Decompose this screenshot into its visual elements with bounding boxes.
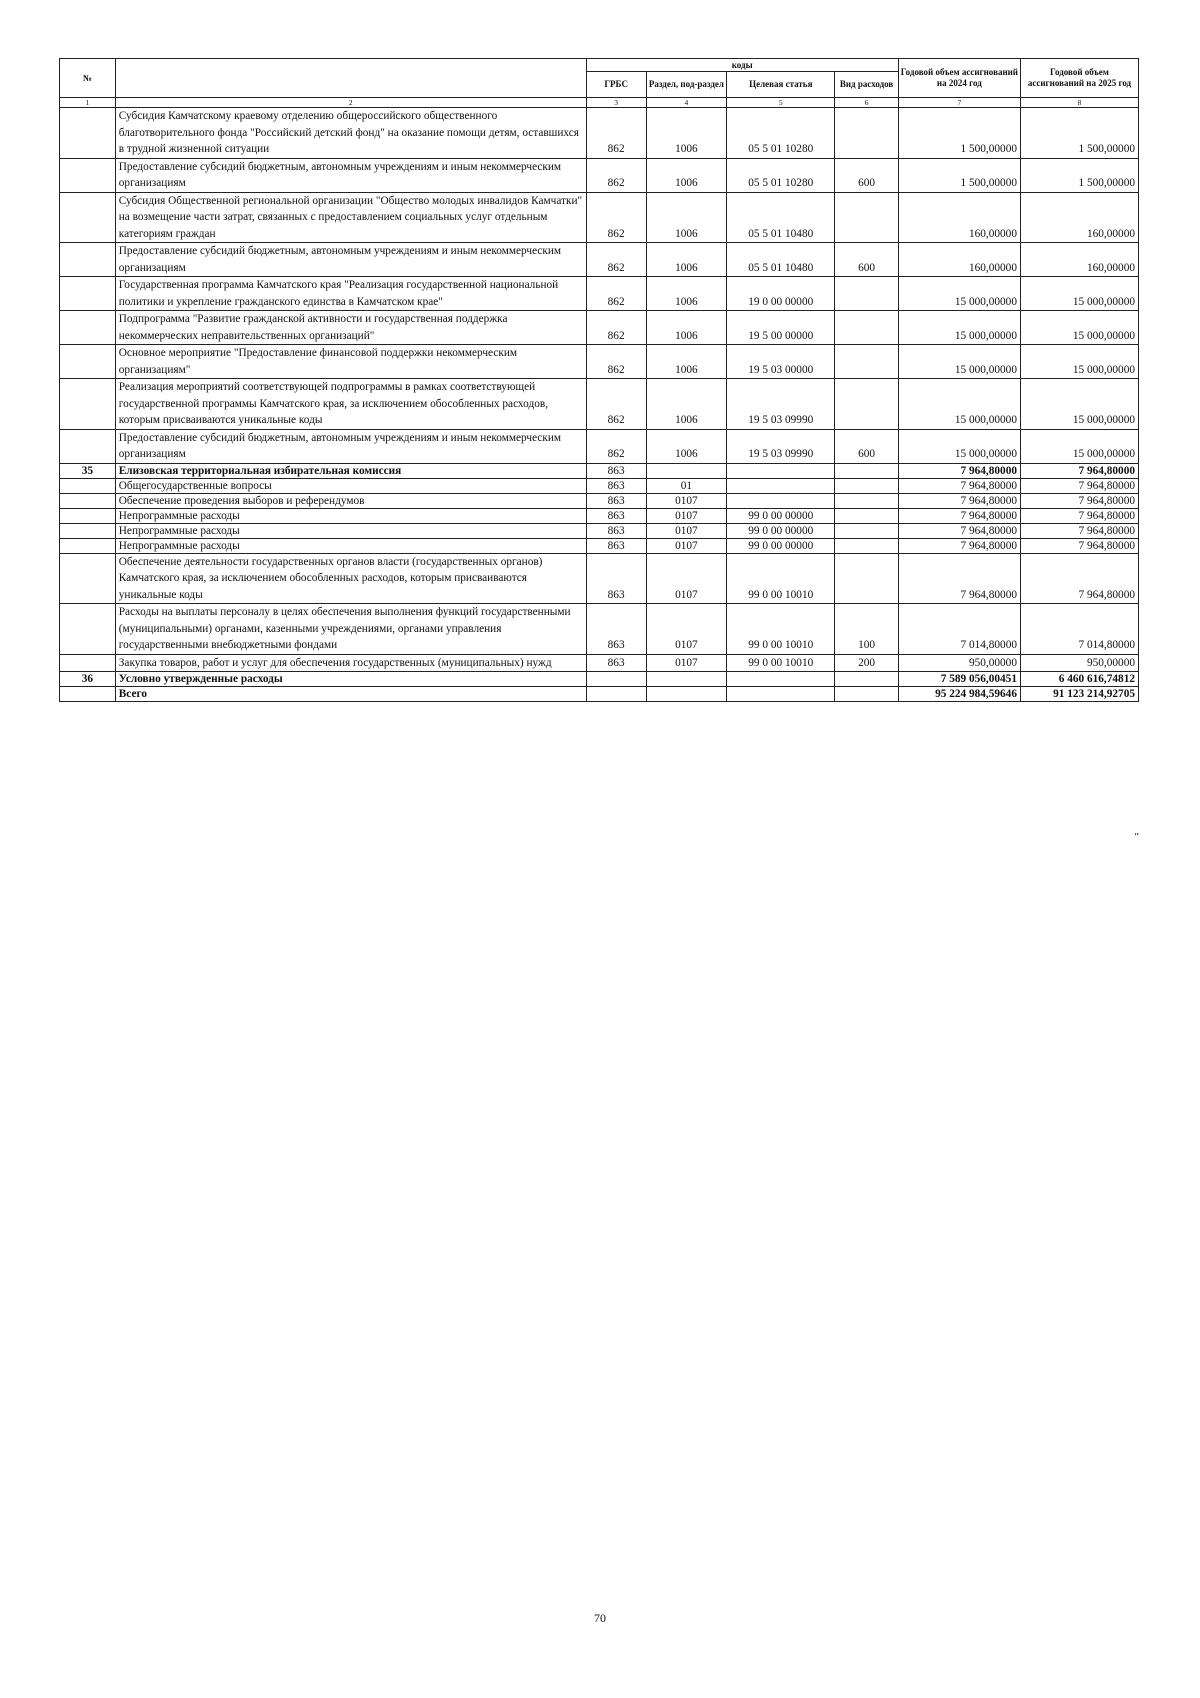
row-amount-2024: 1 500,00000 bbox=[898, 108, 1020, 159]
row-amount-2024: 7 964,80000 bbox=[898, 508, 1020, 523]
row-number bbox=[60, 158, 116, 192]
row-number bbox=[60, 277, 116, 311]
row-amount-2025: 7 014,80000 bbox=[1020, 604, 1138, 655]
row-amount-2024: 15 000,00000 bbox=[898, 379, 1020, 430]
row-razdel: 0107 bbox=[646, 523, 726, 538]
header-no: № bbox=[60, 59, 116, 98]
row-grbs: 862 bbox=[586, 277, 646, 311]
row-number bbox=[60, 508, 116, 523]
row-amount-2025: 15 000,00000 bbox=[1020, 379, 1138, 430]
row-amount-2024: 7 964,80000 bbox=[898, 478, 1020, 493]
row-amount-2025: 7 964,80000 bbox=[1020, 538, 1138, 553]
row-name: Субсидия Камчатскому краевому отделению общероссийского общественного благотворительного фонда "Российский детский фонд" на оказание помощи детям, оставшихся в трудной жизненной ситуации bbox=[115, 108, 586, 159]
column-number: 4 bbox=[646, 98, 726, 108]
row-celevaya: 05 5 01 10280 bbox=[727, 108, 835, 159]
row-vid bbox=[835, 478, 898, 493]
row-name: Расходы на выплаты персоналу в целях обеспечения выполнения функций государственными (муниципальными) органами, казенными учреждениями, органами управления государственными внебюджетными фондами bbox=[115, 604, 586, 655]
table-row bbox=[60, 493, 1139, 508]
header-vid: Вид расходов bbox=[835, 72, 898, 98]
row-name: Обеспечение проведения выборов и референдумов bbox=[115, 493, 586, 508]
row-grbs: 863 bbox=[586, 523, 646, 538]
row-number bbox=[60, 379, 116, 430]
row-amount-2025: 1 500,00000 bbox=[1020, 158, 1138, 192]
row-number: 35 bbox=[60, 463, 116, 478]
row-amount-2024: 15 000,00000 bbox=[898, 311, 1020, 345]
row-vid: 100 bbox=[835, 604, 898, 655]
table-row bbox=[60, 478, 1139, 493]
table-row bbox=[60, 538, 1139, 553]
row-vid bbox=[835, 553, 898, 604]
header-grbs: ГРБС bbox=[586, 72, 646, 98]
row-amount-2024: 15 000,00000 bbox=[898, 345, 1020, 379]
row-number bbox=[60, 604, 116, 655]
end-mark: " bbox=[1134, 831, 1139, 843]
row-celevaya: 99 0 00 00000 bbox=[727, 538, 835, 553]
table-row bbox=[60, 553, 1139, 604]
row-grbs: 863 bbox=[586, 553, 646, 604]
row-celevaya: 19 5 03 09990 bbox=[727, 379, 835, 430]
row-razdel: 1006 bbox=[646, 158, 726, 192]
table-row bbox=[60, 379, 1139, 430]
row-celevaya bbox=[727, 672, 835, 687]
table-row bbox=[60, 654, 1139, 672]
table-row bbox=[60, 687, 1139, 702]
row-number bbox=[60, 429, 116, 463]
row-vid bbox=[835, 538, 898, 553]
row-grbs: 863 bbox=[586, 654, 646, 672]
row-vid: 600 bbox=[835, 429, 898, 463]
row-vid: 600 bbox=[835, 243, 898, 277]
row-number bbox=[60, 493, 116, 508]
row-amount-2024: 7 014,80000 bbox=[898, 604, 1020, 655]
row-grbs: 862 bbox=[586, 345, 646, 379]
row-razdel bbox=[646, 672, 726, 687]
row-amount-2025: 7 964,80000 bbox=[1020, 523, 1138, 538]
row-celevaya bbox=[727, 463, 835, 478]
row-vid bbox=[835, 687, 898, 702]
row-grbs: 863 bbox=[586, 463, 646, 478]
table-row bbox=[60, 604, 1139, 655]
column-number: 3 bbox=[586, 98, 646, 108]
row-grbs: 862 bbox=[586, 158, 646, 192]
row-name: Непрограммные расходы bbox=[115, 523, 586, 538]
row-vid bbox=[835, 311, 898, 345]
column-number: 6 bbox=[835, 98, 898, 108]
row-razdel: 0107 bbox=[646, 604, 726, 655]
row-number bbox=[60, 478, 116, 493]
row-razdel: 1006 bbox=[646, 345, 726, 379]
row-amount-2025: 15 000,00000 bbox=[1020, 277, 1138, 311]
row-vid bbox=[835, 672, 898, 687]
row-grbs: 862 bbox=[586, 311, 646, 345]
row-name: Субсидия Общественной региональной организации "Общество молодых инвалидов Камчатки" на возмещение части затрат, связанных с предоставлением социальных услуг отдельным категориям граждан bbox=[115, 192, 586, 243]
row-number bbox=[60, 345, 116, 379]
row-celevaya: 05 5 01 10480 bbox=[727, 192, 835, 243]
row-razdel bbox=[646, 463, 726, 478]
row-amount-2024: 7 964,80000 bbox=[898, 538, 1020, 553]
table-header bbox=[60, 59, 1139, 108]
row-vid bbox=[835, 508, 898, 523]
row-name: Елизовская территориальная избирательная комиссия bbox=[115, 463, 586, 478]
row-razdel: 1006 bbox=[646, 277, 726, 311]
row-celevaya: 19 5 03 00000 bbox=[727, 345, 835, 379]
column-number-row bbox=[60, 98, 1139, 108]
row-number bbox=[60, 192, 116, 243]
row-celevaya bbox=[727, 687, 835, 702]
row-name: Непрограммные расходы bbox=[115, 538, 586, 553]
column-number: 2 bbox=[115, 98, 586, 108]
row-razdel: 0107 bbox=[646, 654, 726, 672]
row-amount-2024: 15 000,00000 bbox=[898, 429, 1020, 463]
row-amount-2024: 7 964,80000 bbox=[898, 493, 1020, 508]
row-grbs: 862 bbox=[586, 379, 646, 430]
row-number bbox=[60, 538, 116, 553]
row-amount-2025: 6 460 616,74812 bbox=[1020, 672, 1138, 687]
row-amount-2025: 15 000,00000 bbox=[1020, 429, 1138, 463]
row-grbs: 863 bbox=[586, 493, 646, 508]
row-celevaya: 05 5 01 10480 bbox=[727, 243, 835, 277]
row-amount-2025: 1 500,00000 bbox=[1020, 108, 1138, 159]
row-celevaya: 19 0 00 00000 bbox=[727, 277, 835, 311]
budget-table bbox=[59, 58, 1139, 702]
table-row bbox=[60, 345, 1139, 379]
row-amount-2025: 160,00000 bbox=[1020, 192, 1138, 243]
row-grbs: 863 bbox=[586, 538, 646, 553]
table-row bbox=[60, 523, 1139, 538]
row-razdel bbox=[646, 687, 726, 702]
row-amount-2024: 160,00000 bbox=[898, 243, 1020, 277]
table-row bbox=[60, 277, 1139, 311]
row-name: Общегосударственные вопросы bbox=[115, 478, 586, 493]
row-vid bbox=[835, 523, 898, 538]
row-grbs: 862 bbox=[586, 192, 646, 243]
row-celevaya bbox=[727, 493, 835, 508]
table-row bbox=[60, 429, 1139, 463]
row-razdel: 0107 bbox=[646, 553, 726, 604]
row-number bbox=[60, 243, 116, 277]
row-grbs: 862 bbox=[586, 243, 646, 277]
row-amount-2024: 15 000,00000 bbox=[898, 277, 1020, 311]
header-codes: коды bbox=[586, 59, 898, 72]
row-amount-2025: 160,00000 bbox=[1020, 243, 1138, 277]
row-amount-2024: 95 224 984,59646 bbox=[898, 687, 1020, 702]
row-razdel: 1006 bbox=[646, 379, 726, 430]
row-razdel: 1006 bbox=[646, 429, 726, 463]
row-name: Государственная программа Камчатского края "Реализация государственной национальной политики и укрепление гражданского единства в Камчатском крае" bbox=[115, 277, 586, 311]
table-row bbox=[60, 672, 1139, 687]
header-2025: Годовой объем ассигнований на 2025 год bbox=[1020, 59, 1138, 98]
row-vid bbox=[835, 379, 898, 430]
row-vid: 600 bbox=[835, 158, 898, 192]
row-number bbox=[60, 687, 116, 702]
row-celevaya: 99 0 00 10010 bbox=[727, 604, 835, 655]
row-amount-2025: 15 000,00000 bbox=[1020, 345, 1138, 379]
row-celevaya: 99 0 00 00000 bbox=[727, 508, 835, 523]
row-grbs: 862 bbox=[586, 108, 646, 159]
row-name: Предоставление субсидий бюджетным, автономным учреждениям и иным некоммерческим организациям bbox=[115, 429, 586, 463]
row-amount-2025: 7 964,80000 bbox=[1020, 478, 1138, 493]
page-number: 70 bbox=[594, 1611, 606, 1625]
row-number bbox=[60, 523, 116, 538]
row-amount-2024: 7 964,80000 bbox=[898, 523, 1020, 538]
row-razdel: 0107 bbox=[646, 538, 726, 553]
row-grbs bbox=[586, 672, 646, 687]
row-name: Предоставление субсидий бюджетным, автономным учреждениям и иным некоммерческим организациям bbox=[115, 243, 586, 277]
row-number bbox=[60, 654, 116, 672]
row-amount-2025: 7 964,80000 bbox=[1020, 463, 1138, 478]
budget-sheet bbox=[59, 58, 1139, 843]
header-celevaya: Целевая статья bbox=[727, 72, 835, 98]
header-razdel: Раздел, под-раздел bbox=[646, 72, 726, 98]
table-row bbox=[60, 108, 1139, 159]
row-amount-2025: 91 123 214,92705 bbox=[1020, 687, 1138, 702]
row-amount-2024: 7 964,80000 bbox=[898, 553, 1020, 604]
row-number bbox=[60, 108, 116, 159]
row-vid bbox=[835, 345, 898, 379]
row-name: Подпрограмма "Развитие гражданской активности и государственная поддержка некоммерческих неправительственных организаций" bbox=[115, 311, 586, 345]
row-number: 36 bbox=[60, 672, 116, 687]
row-amount-2025: 15 000,00000 bbox=[1020, 311, 1138, 345]
table-row bbox=[60, 243, 1139, 277]
column-number: 1 bbox=[60, 98, 116, 108]
row-razdel: 01 bbox=[646, 478, 726, 493]
row-amount-2025: 7 964,80000 bbox=[1020, 553, 1138, 604]
table-row bbox=[60, 158, 1139, 192]
row-celevaya: 19 5 03 09990 bbox=[727, 429, 835, 463]
row-name: Закупка товаров, работ и услуг для обеспечения государственных (муниципальных) нужд bbox=[115, 654, 586, 672]
row-celevaya: 99 0 00 10010 bbox=[727, 654, 835, 672]
row-razdel: 1006 bbox=[646, 192, 726, 243]
row-grbs: 863 bbox=[586, 478, 646, 493]
row-name: Условно утвержденные расходы bbox=[115, 672, 586, 687]
row-vid bbox=[835, 277, 898, 311]
row-celevaya bbox=[727, 478, 835, 493]
row-amount-2024: 950,00000 bbox=[898, 654, 1020, 672]
row-razdel: 0107 bbox=[646, 508, 726, 523]
row-amount-2024: 1 500,00000 bbox=[898, 158, 1020, 192]
header-2024: Годовой объем ассигнований на 2024 год bbox=[898, 59, 1020, 98]
table-row bbox=[60, 192, 1139, 243]
row-amount-2025: 7 964,80000 bbox=[1020, 493, 1138, 508]
row-vid bbox=[835, 108, 898, 159]
row-name: Основное мероприятие "Предоставление финансовой поддержки некоммерческим организациям" bbox=[115, 345, 586, 379]
row-razdel: 1006 bbox=[646, 311, 726, 345]
row-razdel: 0107 bbox=[646, 493, 726, 508]
row-celevaya: 99 0 00 10010 bbox=[727, 553, 835, 604]
row-celevaya: 99 0 00 00000 bbox=[727, 523, 835, 538]
row-name: Всего bbox=[115, 687, 586, 702]
column-number: 5 bbox=[727, 98, 835, 108]
row-vid bbox=[835, 192, 898, 243]
row-number bbox=[60, 311, 116, 345]
column-number: 8 bbox=[1020, 98, 1138, 108]
row-vid bbox=[835, 463, 898, 478]
row-razdel: 1006 bbox=[646, 108, 726, 159]
row-vid bbox=[835, 493, 898, 508]
row-name: Предоставление субсидий бюджетным, автономным учреждениям и иным некоммерческим организациям bbox=[115, 158, 586, 192]
row-name: Обеспечение деятельности государственных органов власти (государственных органов) Камчатского края, за исключением обособленных расходов, которым присваиваются уникальные коды bbox=[115, 553, 586, 604]
row-grbs: 863 bbox=[586, 604, 646, 655]
row-amount-2024: 7 589 056,00451 bbox=[898, 672, 1020, 687]
row-grbs bbox=[586, 687, 646, 702]
table-row bbox=[60, 508, 1139, 523]
header-name bbox=[115, 59, 586, 98]
row-celevaya: 19 5 00 00000 bbox=[727, 311, 835, 345]
table-body bbox=[60, 108, 1139, 702]
row-amount-2025: 7 964,80000 bbox=[1020, 508, 1138, 523]
table-row bbox=[60, 463, 1139, 478]
table-row bbox=[60, 311, 1139, 345]
row-number bbox=[60, 553, 116, 604]
row-amount-2025: 950,00000 bbox=[1020, 654, 1138, 672]
row-celevaya: 05 5 01 10280 bbox=[727, 158, 835, 192]
row-name: Непрограммные расходы bbox=[115, 508, 586, 523]
row-amount-2024: 160,00000 bbox=[898, 192, 1020, 243]
row-vid: 200 bbox=[835, 654, 898, 672]
column-number: 7 bbox=[898, 98, 1020, 108]
row-razdel: 1006 bbox=[646, 243, 726, 277]
row-name: Реализация мероприятий соответствующей подпрограммы в рамках соответствующей государственной программы Камчатского края, за исключением обособленных расходов, которым присваиваются уникальные коды bbox=[115, 379, 586, 430]
row-amount-2024: 7 964,80000 bbox=[898, 463, 1020, 478]
row-grbs: 863 bbox=[586, 508, 646, 523]
row-grbs: 862 bbox=[586, 429, 646, 463]
